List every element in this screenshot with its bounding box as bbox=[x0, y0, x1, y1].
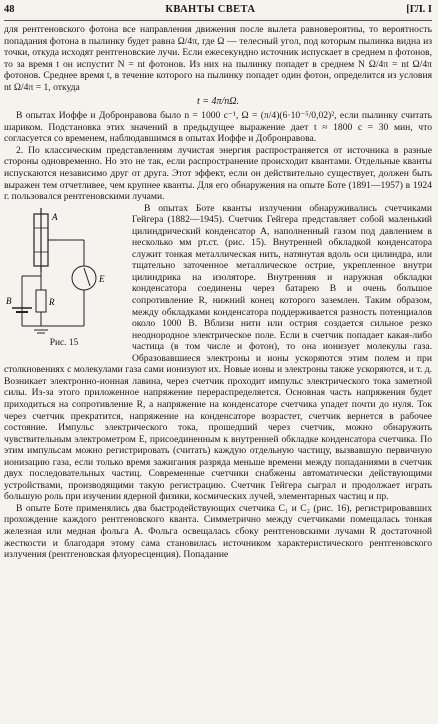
page-header bbox=[4, 4, 432, 21]
paragraph-5: В опыте Боте применялись два быстродействующих счетчика C₁ и C₂ (рис. 16), регистрировавших прохождение каждого рентгеновского кванта. Симметрично между счетчиками помещалась тонкая железная или медная фольга A. Фольга освещалась сбоку рентгеновскими лучами R достаточной жесткости и благодаря этому сама становилась источником характеристического рентгеновского излучения (рентгеновская флуоресценция). Попадание bbox=[4, 502, 432, 561]
formula-t: t = 4π/nΩ. bbox=[196, 96, 240, 108]
book-page bbox=[4, 4, 432, 561]
label-b: B bbox=[6, 295, 12, 306]
page-number: 48 bbox=[4, 4, 15, 15]
paragraph-3: 2. По классическим представлениям лучистая энергия распространяется от источника в разные стороны одновременно. Но это не так, если распространение происходит квантами. Отдельные кванты испускаются независимо друг от друга. Этот эффект, если он действительно существует, должен быть выражен тем отчетливее, чем крупнее кванты. Для его обнаружения на опыте Боте (1891—1957) в 1924 г. пользовался рентгеновскими лучами. bbox=[4, 144, 432, 203]
resistor-r bbox=[36, 290, 46, 312]
chapter-label: [ГЛ. I bbox=[406, 4, 432, 15]
geiger-counter-diagram bbox=[4, 206, 124, 336]
figure-15 bbox=[4, 206, 124, 354]
paragraph-1: для рентгеновского фотона все направления движения после вылета равновероятны, то вероятность попадания фотона в пылинку будет равна Ω/4π, где Ω — телесный угол, под которым пылинка видна из точки, откуда исходят рентгеновские лучи. Если ежесекундно источник испускает в среднем n фотонов, то за время t он испустит N = nt фотонов. Из них на пылинку попадет в среднем N Ω/4π = nt Ω/4π фотонов. Среднее время t, в течение которого на пылинку попадет один фотон, определится из условия nt Ω/4π = 1, откуда bbox=[4, 24, 432, 93]
paragraph-2: В опытах Иоффе и Добронравова было n = 1000 c⁻¹, Ω = (π/4)(6·10⁻⁵/0,02)², если пылинку считать шариком. Подстановка этих значений в предыдущее выражение дает t ≈ 1800 c = 30 мин, что согласуется со временем, наблюдавшимся в опытах Иоффе и Добронравова. bbox=[4, 110, 432, 145]
paragraph-4: В опытах Боте кванты излучения обнаруживались счетчиками Гейгера (1882—1945). Счетчик Гейгера представляет собой маленький цилиндрический конденсатор A, наполненный газом под давлением в несколько мм рт.ст. (рис. 15). Внутренней обкладкой конденсатора служит тонкая металлическая нить, натянутая вдоль оси цилиндра, или тщательно заточенное металлическое острие, укрепленное внутри цилиндрика на изоляторе. Внутренняя и наружная обкладки конденсатора соединены через батарею B и очень большое сопротивление R, нижний конец которого заземлен. Таким образом, между обкладками конденсатора поддерживается разность потенциалов около 1000 В. Вблизи нити или острия создается сильное резко неоднородное электрическое поле. Если в счетчик попадает какая-либо частица (в том числе и фотон), то она ионизует молекулы газа. Образовавшиеся электроны и ионы ускоряются этим полем и при столкновениях с молекулами газа сами ионизуют их. Новые ионы и электроны также ускоряются, и т. д. Возникает электронно-ионная лавина, через счетчик проходит импульс электрического тока заметной силы. Из-за этого приложенное напряжение перераспределяется. Основная часть напряжения будет приходиться на сопротивление R, а напряжение на конденсаторе счетчика упадет почти до нуля. Ток через счетчик прекратится, напряжение на конденсаторе возрастет, счетчик вернется в рабочее состояние. Импульс электрического тока, прошедший через счетчик, можно обнаружить чувствительным электрометром E, присоединенным к внутренней обкладке конденсатора счетчика. По этим импульсам можно регистрировать (считать) каждую отдельную частицу, вызвавшую первичную ионизацию газа, если только время зажигания разряда меньше времени между попаданиями в счетчик двух последовательных частиц. Современные счетчики снабжены автоматически действующими устройствами, производящими такую регистрацию. Счетчик Гейгера сыграл и продолжает играть большую роль при изучении ядерной физики, космических лучей, элементарных частиц и пр. bbox=[4, 202, 432, 503]
label-e: E bbox=[99, 273, 105, 284]
figure-caption: Рис. 15 bbox=[49, 337, 79, 348]
label-a: A bbox=[52, 211, 58, 222]
label-r: R bbox=[49, 296, 55, 307]
running-title: КВАНТЫ СВЕТА bbox=[165, 4, 256, 15]
electrometer-e bbox=[72, 266, 96, 290]
